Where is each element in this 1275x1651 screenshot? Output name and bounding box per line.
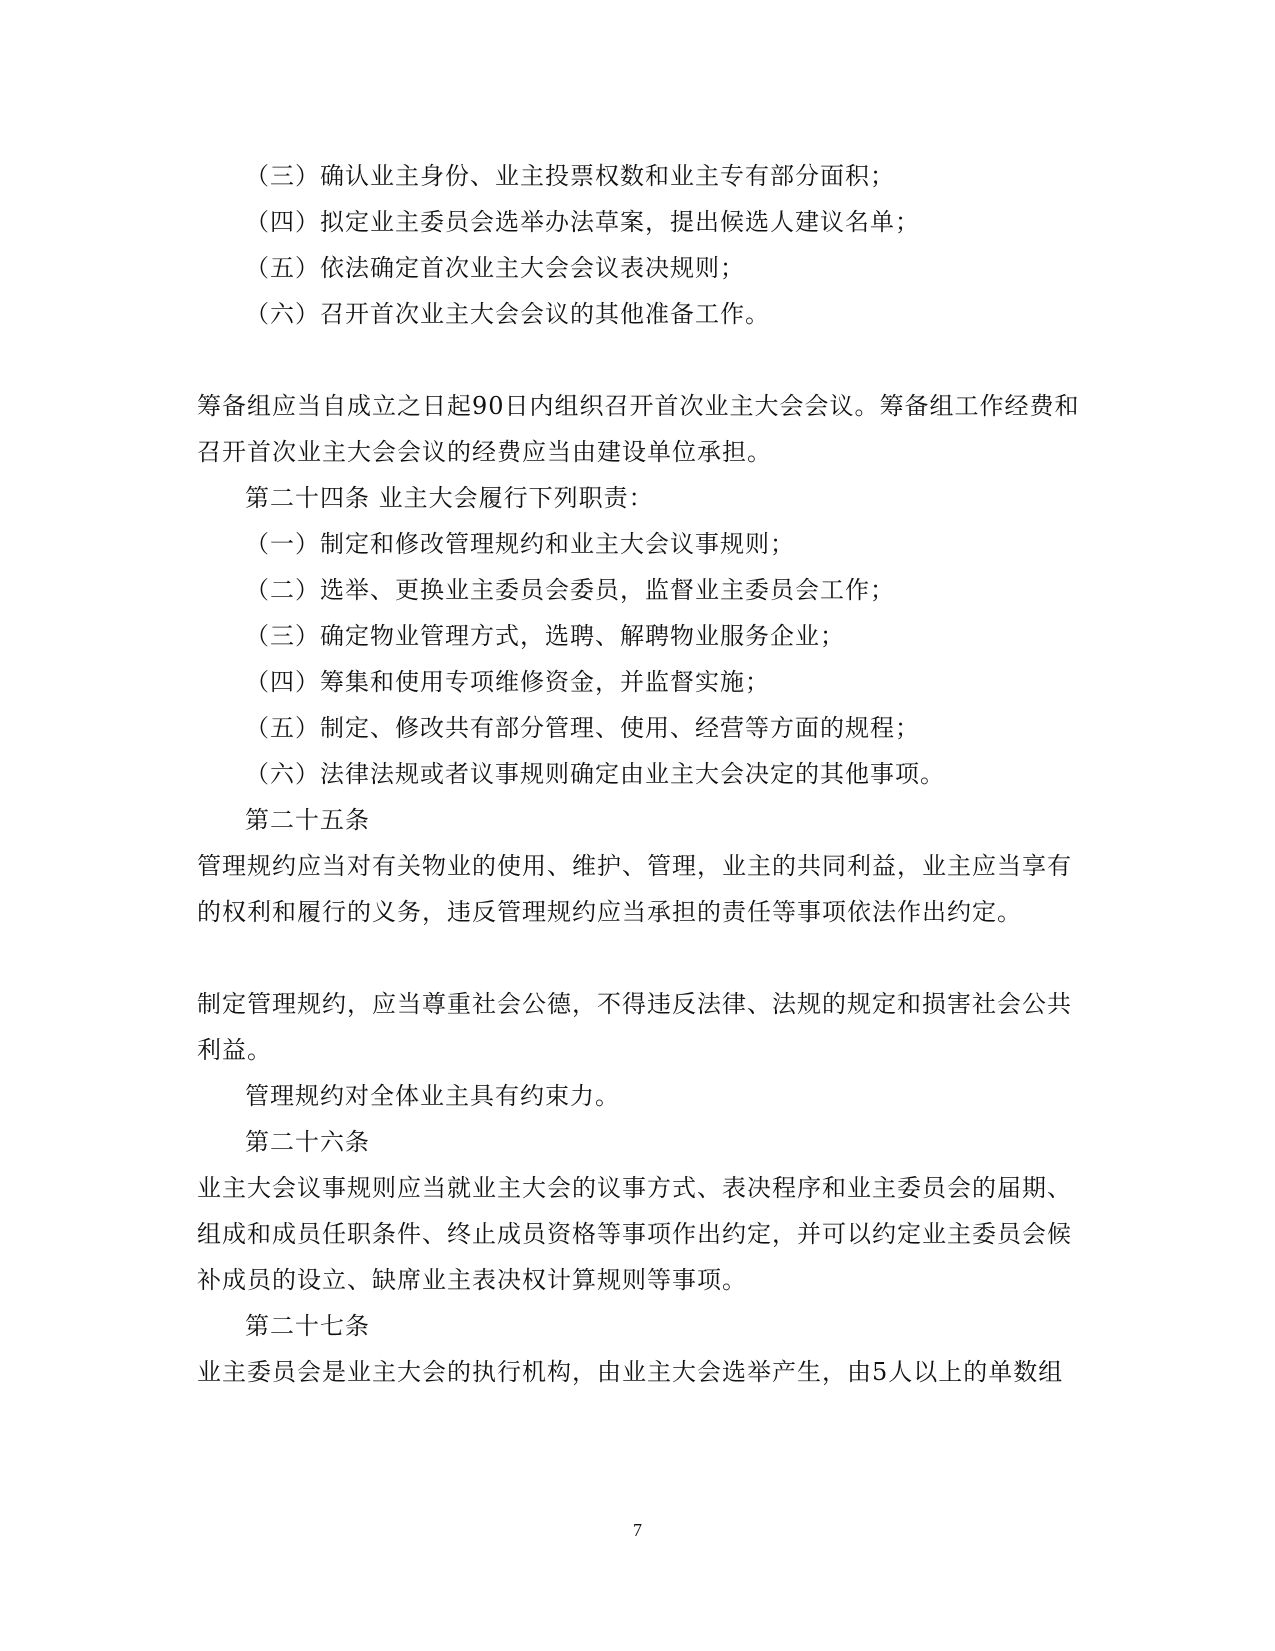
- text-line: （一）制定和修改管理规约和业主大会议事规则；: [245, 530, 795, 558]
- text-line: （六）召开首次业主大会会议的其他准备工作。: [245, 300, 770, 328]
- text-line: 召开首次业主大会会议的经费应当由建设单位承担。: [197, 438, 772, 466]
- text-line: 的权利和履行的义务，违反管理规约应当承担的责任等事项依法作出约定。: [197, 898, 1022, 926]
- text-line: （四）拟定业主委员会选举办法草案，提出候选人建议名单；: [245, 208, 920, 236]
- article-heading: 第二十四条 业主大会履行下列职责：: [245, 484, 654, 512]
- text-line: （六）法律法规或者议事规则确定由业主大会决定的其他事项。: [245, 760, 945, 788]
- text-line: 管理规约应当对有关物业的使用、维护、管理，业主的共同利益，业主应当享有: [197, 852, 1072, 880]
- text-line: 管理规约对全体业主具有约束力。: [245, 1082, 620, 1110]
- text-line: 业主大会议事规则应当就业主大会的议事方式、表决程序和业主委员会的届期、: [197, 1174, 1072, 1202]
- article-heading: 第二十七条: [245, 1312, 370, 1340]
- text-line: （五）依法确定首次业主大会会议表决规则；: [245, 254, 745, 282]
- text-line: （二）选举、更换业主委员会委员，监督业主委员会工作；: [245, 576, 895, 604]
- text-line: （三）确定物业管理方式，选聘、解聘物业服务企业；: [245, 622, 845, 650]
- text-line: 制定管理规约，应当尊重社会公德，不得违反法律、法规的规定和损害社会公共: [197, 990, 1072, 1018]
- text-line: 业主委员会是业主大会的执行机构，由业主大会选举产生，由5人以上的单数组: [197, 1358, 1064, 1386]
- page-number: 7: [633, 1520, 642, 1540]
- text-line: （四）筹集和使用专项维修资金，并监督实施；: [245, 668, 770, 696]
- article-heading: 第二十六条: [245, 1128, 370, 1156]
- text-line: 补成员的设立、缺席业主表决权计算规则等事项。: [197, 1266, 747, 1294]
- text-line: （五）制定、修改共有部分管理、使用、经营等方面的规程；: [245, 714, 920, 742]
- text-line: 筹备组应当自成立之日起90日内组织召开首次业主大会会议。筹备组工作经费和: [197, 392, 1080, 420]
- text-line: （三）确认业主身份、业主投票权数和业主专有部分面积；: [245, 162, 895, 190]
- text-line: 利益。: [197, 1036, 272, 1064]
- article-heading: 第二十五条: [245, 806, 370, 834]
- text-line: 组成和成员任职条件、终止成员资格等事项作出约定，并可以约定业主委员会候: [197, 1220, 1072, 1248]
